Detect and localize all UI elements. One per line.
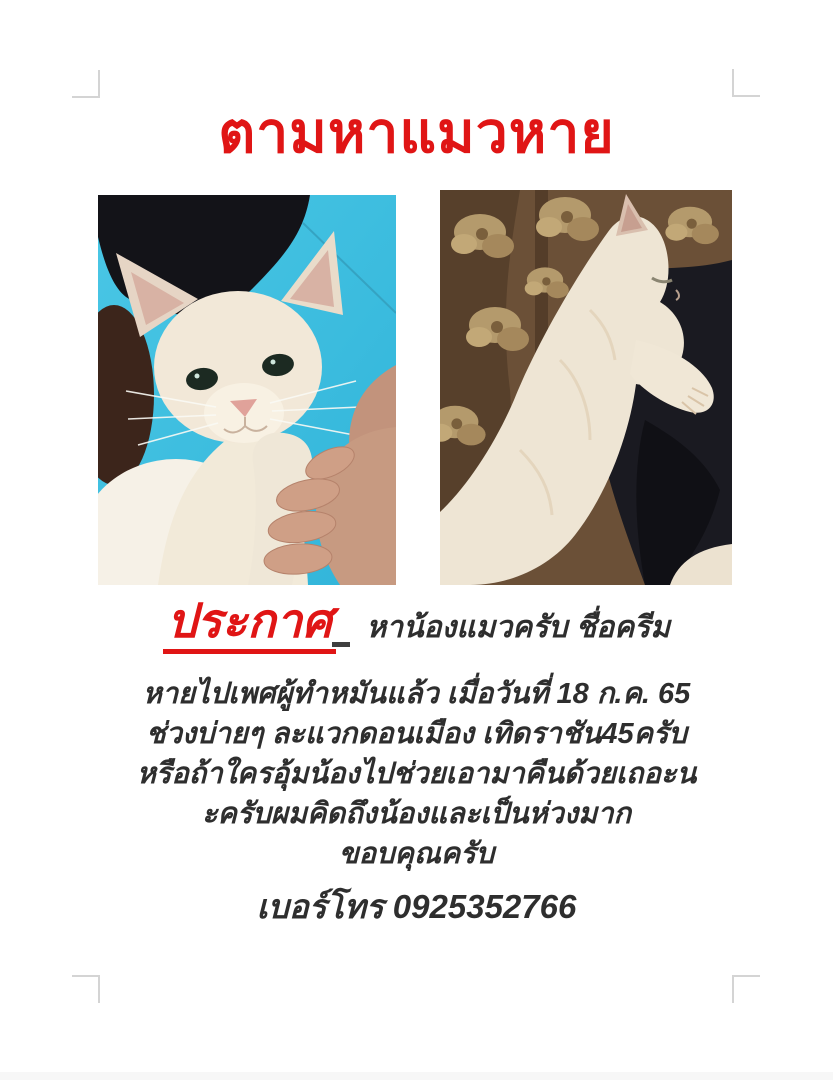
poster-title: ตามหาแมวหาย — [218, 101, 615, 165]
page-bottom-edge — [0, 1072, 833, 1080]
body-line: หายไปเพศผู้ทำหมันแล้ว เมื่อวันที่ 18 ก.ค. 65 — [142, 678, 691, 710]
cat-held-illustration — [98, 195, 396, 585]
cat-lying-illustration — [440, 190, 732, 585]
body-line: ะครับผมคิดถึงน้องและเป็นห่วงมาก — [201, 798, 632, 830]
body-line: หรือถ้าใครอุ้มน้องไปช่วยเอามาคืนด้วยเถอะน — [136, 758, 697, 790]
body-line: ช่วงบ่ายๆ ละแวกดอนเมือง เทิดราชัน45ครับ — [146, 718, 687, 750]
thanks-line: ขอบคุณครับ — [338, 838, 495, 870]
crop-mark-bottom-left — [72, 975, 100, 1003]
announcement-text: หาน้องแมวครับ ชื่อครีม — [366, 611, 671, 644]
underline-tail — [332, 642, 350, 647]
photo-cat-lying — [440, 190, 732, 585]
announcement-row — [0, 595, 833, 654]
phone-line: เบอร์โทร 0925352766 — [256, 888, 577, 925]
body-text-block — [0, 674, 833, 874]
crop-mark-bottom-right — [732, 975, 760, 1003]
announcement-label: ประกาศ — [163, 595, 336, 654]
photo-cat-held — [98, 195, 396, 585]
